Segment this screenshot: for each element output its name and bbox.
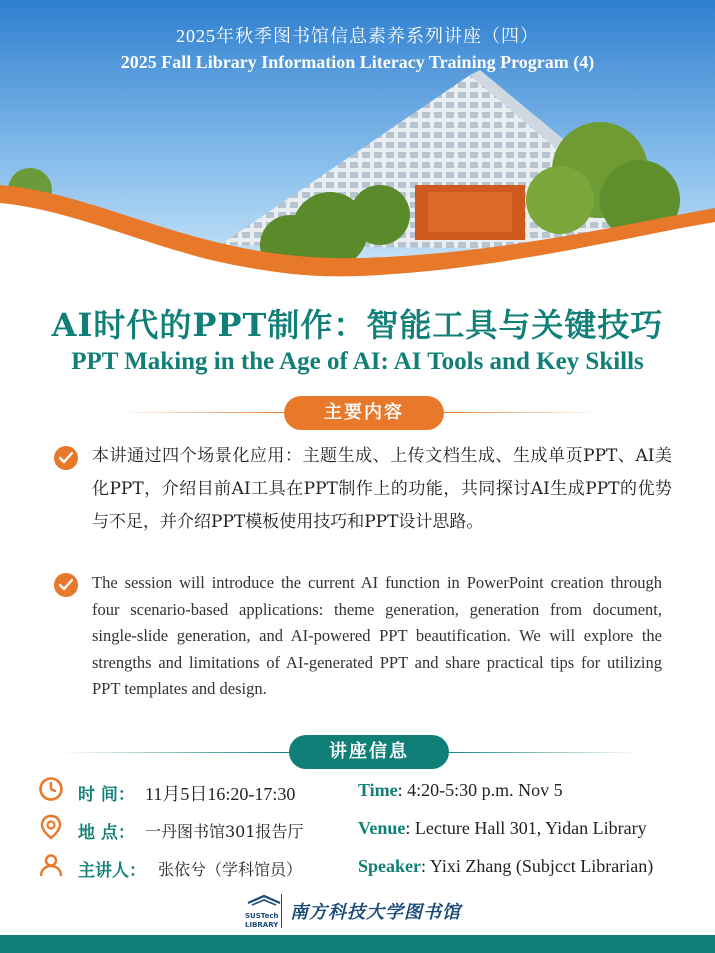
speaker-en: [358, 856, 653, 877]
location-pin-icon: [38, 814, 64, 840]
description-en: The session will introduce the current AI function in PowerPoint creation through four scenario-based applications: theme generation, generation from document, single-slide generation, and AI-powered PPT beautification. We will explore the strengths and limitations of AI-generated PPT and share practical tips for utilizing PPT templates and design.: [92, 573, 662, 698]
time-en-label: Time: [358, 780, 398, 800]
person-icon: [38, 852, 64, 878]
bottom-bar: [0, 935, 715, 953]
section-divider-left: [60, 752, 290, 753]
series-title-en: 2025 Fall Library Information Literacy Training Program (4): [120, 52, 595, 72]
logo-text-top: SUSTech: [245, 912, 279, 920]
venue-en: [358, 818, 647, 839]
time-value: 11月5日16:20-17:30: [145, 784, 296, 804]
venue-en-value: : Lecture Hall 301, Yidan Library: [405, 818, 647, 838]
section-divider-right: [440, 752, 640, 753]
speaker-value: 张依兮（学科馆员）: [158, 860, 303, 879]
time-label: 时 间：: [78, 785, 135, 805]
time-en-value: : 4:20-5:30 p.m. Nov 5: [397, 780, 563, 800]
series-title-cn: 2025年秋季图书馆信息素养系列讲座（四）: [176, 26, 539, 46]
library-name: 南方科技大学图书馆: [290, 902, 461, 923]
time-en: [358, 780, 563, 801]
section-heading-info: 讲座信息: [289, 735, 449, 769]
speaker-label: 主讲人：: [78, 861, 146, 881]
section-divider-left: [120, 412, 290, 413]
description-cn: 本讲通过四个场景化应用：主题生成、上传文档生成、生成单页PPT、AI美化PPT，介绍目前AI工具在PPT制作上的功能，共同探讨AI生成PPT的优势与不足，并介绍PPT模板使用技巧和PPT设计思路。: [92, 446, 672, 532]
footer-divider: [281, 894, 282, 928]
speaker-en-value: : Yixi Zhang (Subjcct Librarian): [421, 856, 654, 876]
section-divider-right: [440, 412, 600, 413]
speaker-en-label: Speaker: [358, 856, 421, 876]
check-icon: [54, 573, 78, 597]
section-heading-content: 主要内容: [284, 396, 444, 430]
logo-text-bottom: LIBRARY: [245, 921, 279, 929]
check-icon: [54, 446, 78, 470]
venue-en-label: Venue: [358, 818, 406, 838]
clock-icon: [38, 776, 64, 802]
place-label: 地 点：: [78, 823, 135, 843]
lecture-title-en: PPT Making in the Age of AI: AI Tools and Key Skills: [71, 348, 644, 375]
place-value: 一丹图书馆301报告厅: [145, 822, 304, 841]
lecture-title-cn: AI时代的PPT制作：智能工具与关键技巧: [51, 306, 664, 344]
